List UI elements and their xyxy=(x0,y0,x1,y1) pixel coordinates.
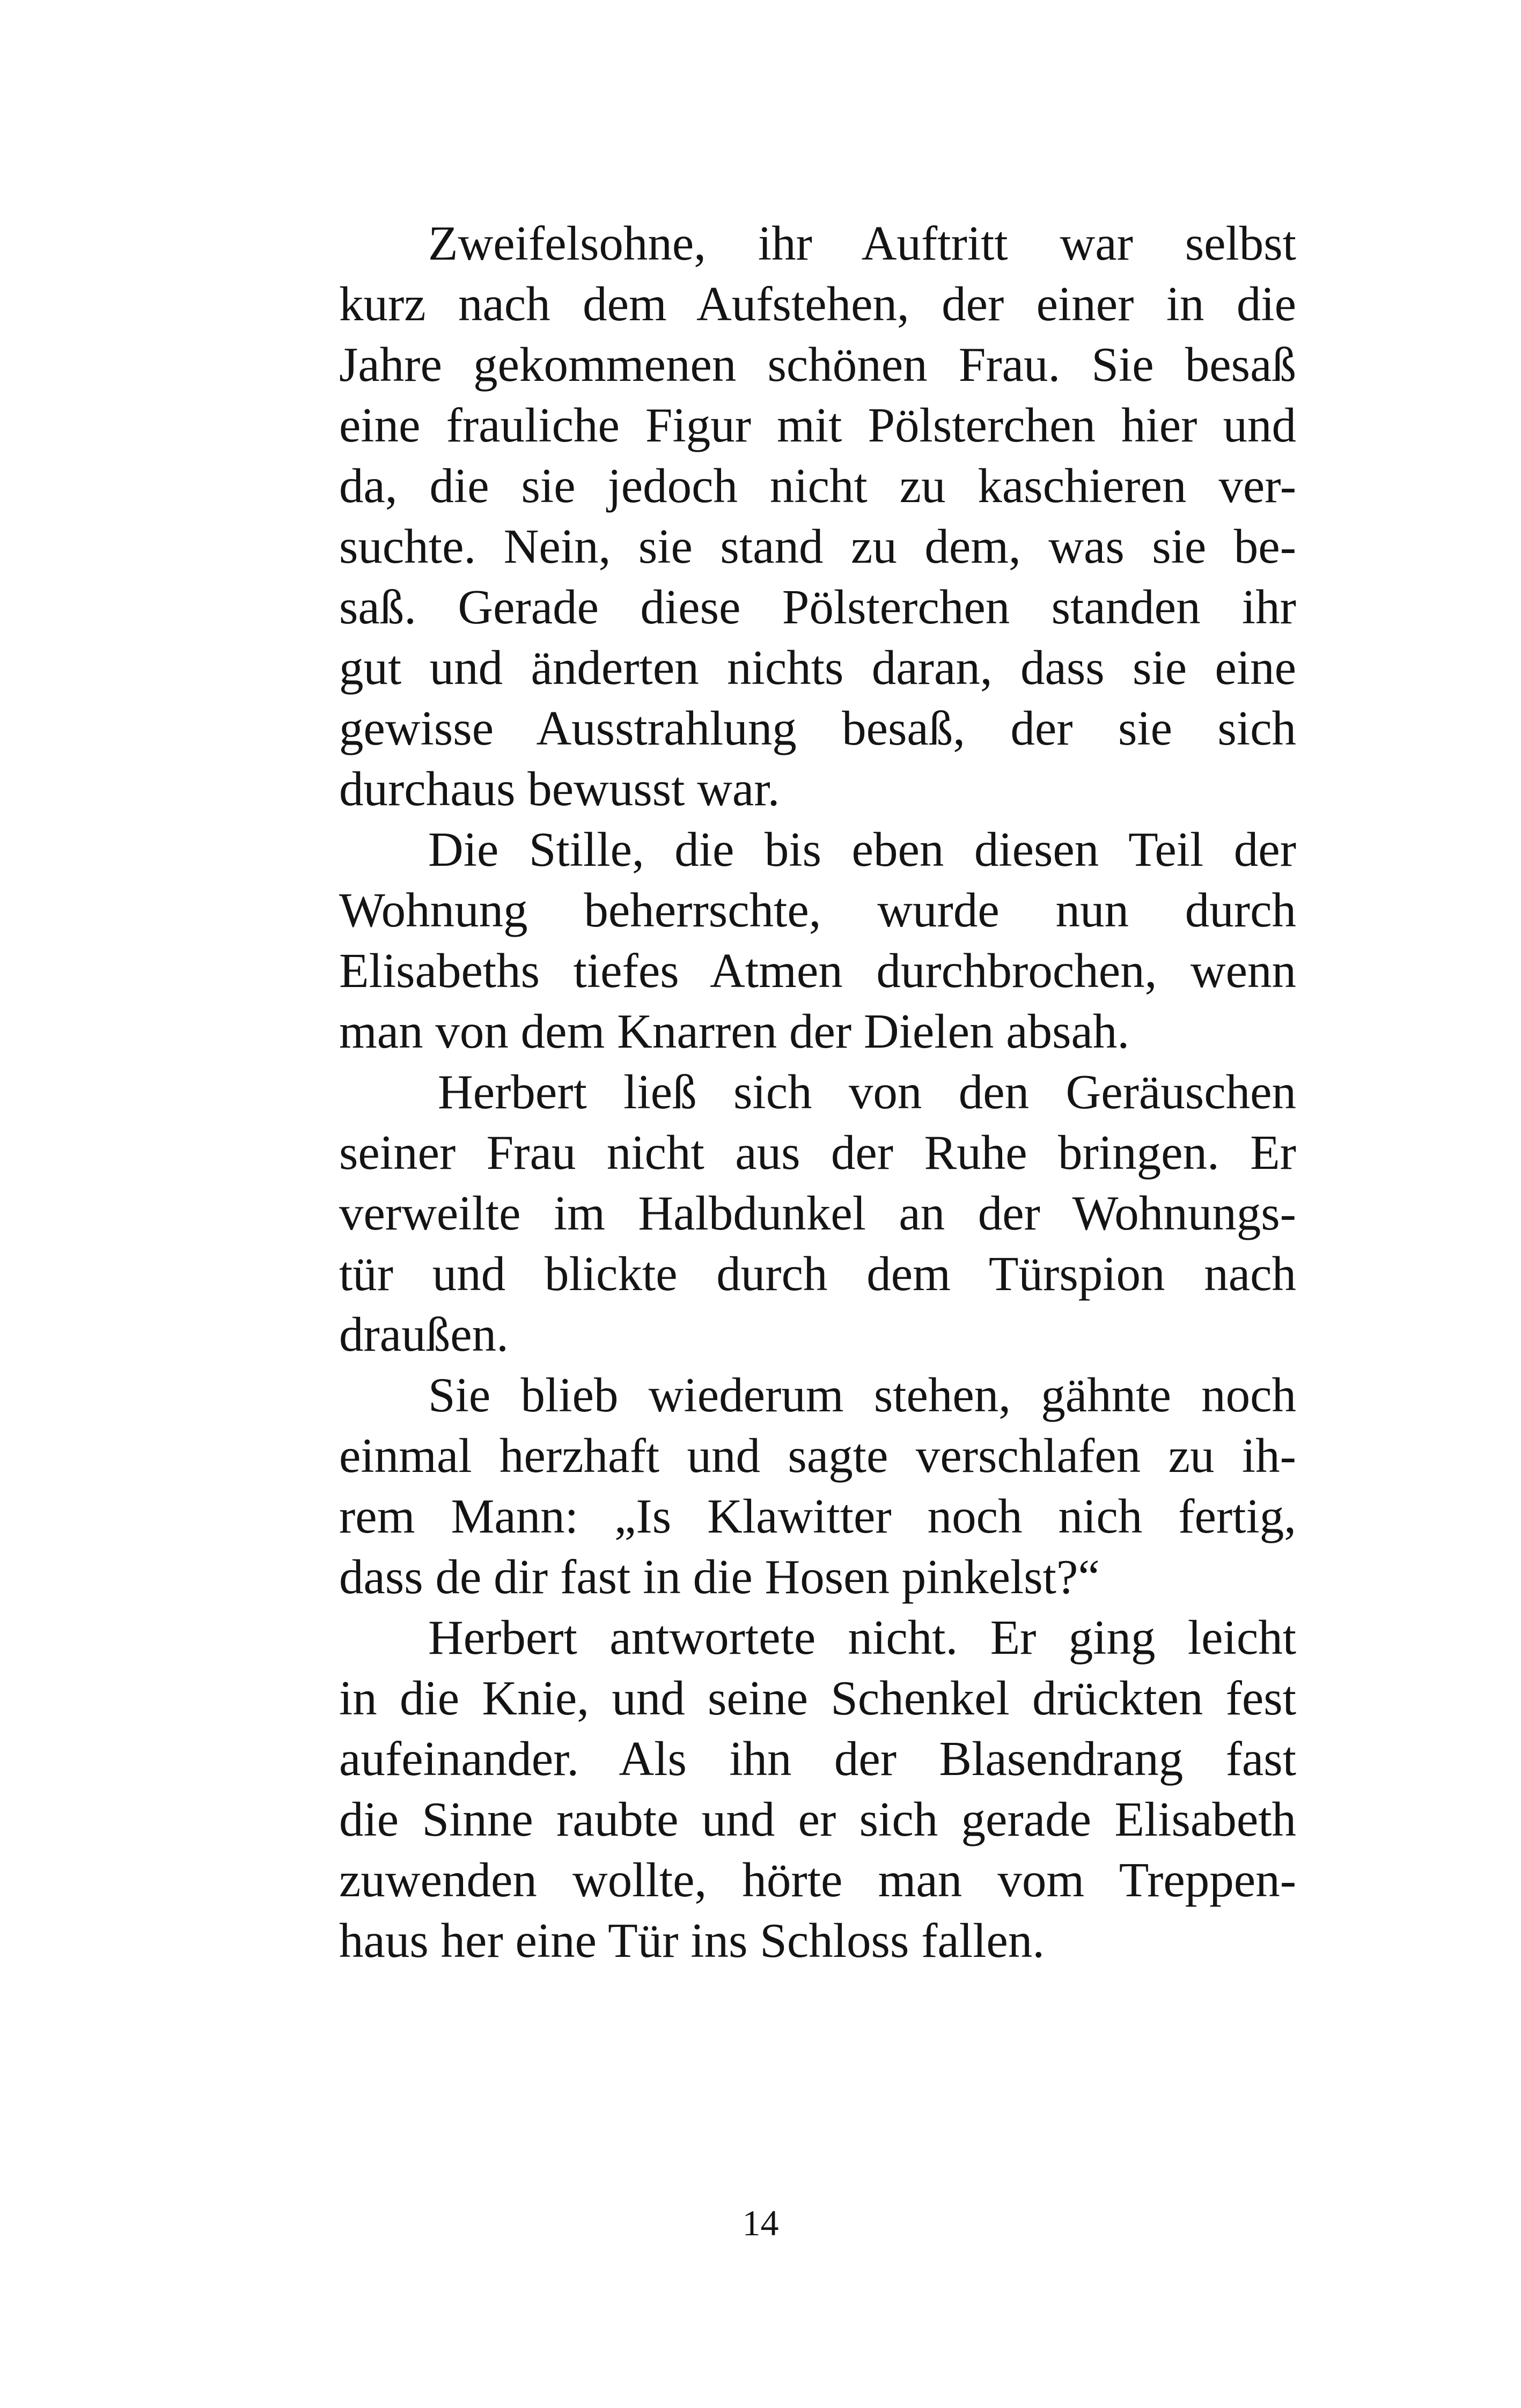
text-line: kurz nach dem Aufstehen, der einer in die xyxy=(339,277,1296,331)
text-line: man von dem Knarren der Dielen absah. xyxy=(339,1004,1130,1058)
text-line: gewisse Ausstrahlung besaß, der sie sich xyxy=(339,701,1296,755)
text-line: Jahre gekommenen schönen Frau. Sie besaß xyxy=(339,337,1296,392)
text-line: Wohnung beherrschte, wurde nun durch xyxy=(339,883,1296,937)
text-line: Die Stille, die bis eben diesen Teil der xyxy=(428,822,1296,877)
text-line: suchte. Nein, sie stand zu dem, was sie be- xyxy=(339,519,1296,573)
text-line: haus her eine Tür ins Schloss fallen. xyxy=(339,1913,1045,1968)
text-line: Elisabeths tiefes Atmen durchbrochen, wenn xyxy=(339,944,1296,998)
text-line: Sie blieb wiederum stehen, gähnte noch xyxy=(428,1368,1296,1422)
text-line: Zweifelsohne, ihr Auftritt war selbst xyxy=(428,216,1296,270)
text-line: draußen. xyxy=(339,1307,509,1361)
page-number: 14 xyxy=(742,2203,779,2243)
text-line: die Sinne raubte und er sich gerade Elisabeth xyxy=(339,1792,1296,1846)
text-line: verweilte im Halbdunkel an der Wohnungs- xyxy=(339,1186,1296,1240)
text-line: zuwenden wollte, hörte man vom Treppen- xyxy=(339,1853,1296,1907)
text-line: saß. Gerade diese Pölsterchen standen ihr xyxy=(339,580,1296,634)
text-line: dass de dir fast in die Hosen pinkelst?“ xyxy=(339,1550,1100,1604)
text-line: eine frauliche Figur mit Pölsterchen hier und xyxy=(339,398,1296,452)
text-line: einmal herzhaft und sagte verschlafen zu ih- xyxy=(339,1428,1296,1483)
text-line: da, die sie jedoch nicht zu kaschieren ver- xyxy=(339,459,1296,513)
text-line: seiner Frau nicht aus der Ruhe bringen. Er xyxy=(339,1125,1296,1180)
text-line: tür und blickte durch dem Türspion nach xyxy=(339,1247,1296,1301)
text-line: gut und änderten nichts daran, dass sie eine xyxy=(339,640,1296,695)
text-line: in die Knie, und seine Schenkel drückten fest xyxy=(339,1671,1296,1725)
body-text xyxy=(339,213,1296,1971)
text-line: Herbert ließ sich von den Geräuschen xyxy=(438,1065,1296,1119)
text-line: aufeinander. Als ihn der Blasendrang fast xyxy=(339,1732,1296,1786)
text-line: Herbert antwortete nicht. Er ging leicht xyxy=(428,1610,1296,1665)
text-line: rem Mann: „Is Klawitter noch nich fertig, xyxy=(339,1489,1296,1543)
text-line: durchaus bewusst war. xyxy=(339,762,780,816)
